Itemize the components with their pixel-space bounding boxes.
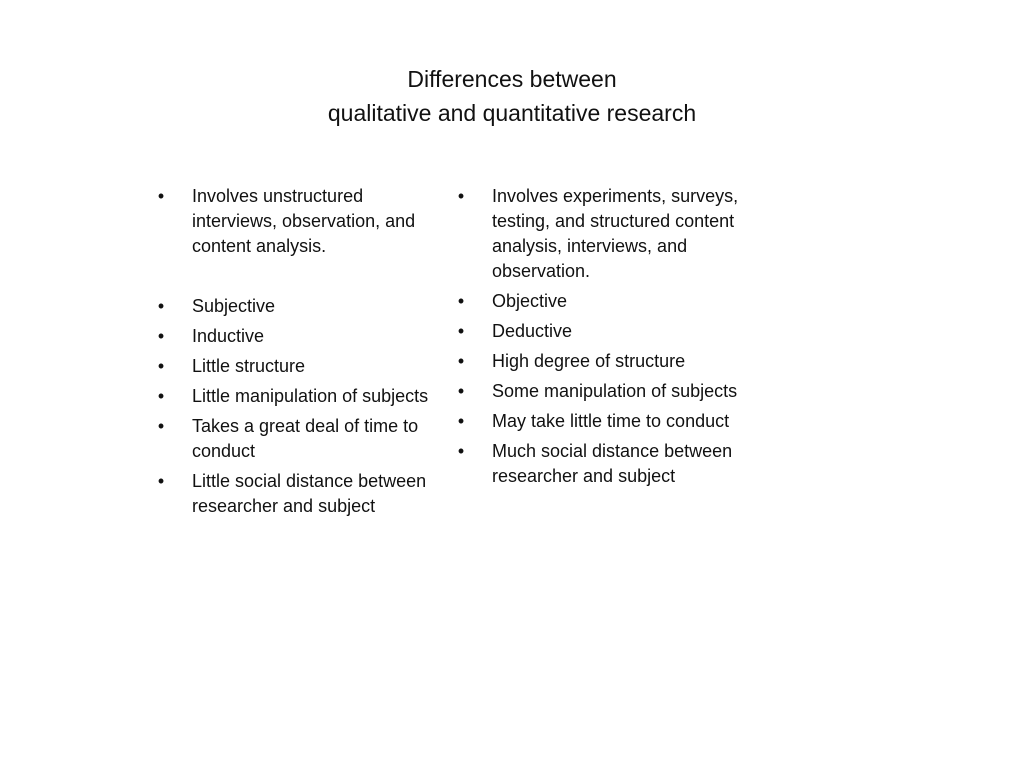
bullet-icon: • [457,321,465,341]
qualitative-item-text: Involves unstructured interviews, observation, and content analysis. [192,186,416,256]
bullet-icon: • [157,356,165,376]
qualitative-item [150,384,430,409]
qualitative-item-text: Little manipulation of subjects [192,386,429,406]
qualitative-item [150,469,430,519]
quantitative-item [450,319,740,344]
qualitative-item-text: Subjective [192,296,276,316]
qualitative-item [150,324,430,349]
quantitative-item [450,289,740,314]
bullet-icon: • [157,296,165,316]
bullet-icon: • [157,386,165,406]
qualitative-item-text: Takes a great deal of time to conduct [192,416,419,461]
qualitative-list [150,184,430,524]
quantitative-item-text: Deductive [492,321,573,341]
qualitative-item [150,184,430,259]
quantitative-list [450,184,740,494]
quantitative-item-text: May take little time to conduct [492,411,730,431]
quantitative-item [450,379,740,404]
quantitative-item-text: Much social distance between researcher and subject [492,441,733,486]
bullet-icon: • [457,411,465,431]
slide-title-line-1: Differences between [407,66,617,92]
bullet-icon: • [157,326,165,346]
qualitative-item-text: Little social distance between researcher and subject [192,471,427,516]
quantitative-item-text: Objective [492,291,568,311]
qualitative-item [150,354,430,379]
qualitative-item [150,294,430,319]
bullet-icon: • [457,186,465,206]
qualitative-item-text: Little structure [192,356,306,376]
qualitative-item [150,414,430,464]
bullet-icon: • [157,416,165,436]
bullet-icon: • [457,351,465,371]
slide-title [0,62,1024,130]
bullet-icon: • [457,381,465,401]
bullet-icon: • [157,186,165,206]
bullet-icon: • [157,471,165,491]
quantitative-item-text: High degree of structure [492,351,686,371]
bullet-icon: • [457,291,465,311]
qualitative-item-text: Inductive [192,326,265,346]
quantitative-item [450,349,740,374]
quantitative-item [450,439,740,489]
quantitative-item-text: Involves experiments, surveys, testing, and structured content analysis, interviews, and observation. [492,186,739,281]
bullet-icon: • [457,441,465,461]
quantitative-item [450,409,740,434]
quantitative-item [450,184,740,284]
quantitative-item-text: Some manipulation of subjects [492,381,738,401]
slide-title-line-2: qualitative and quantitative research [327,100,697,126]
